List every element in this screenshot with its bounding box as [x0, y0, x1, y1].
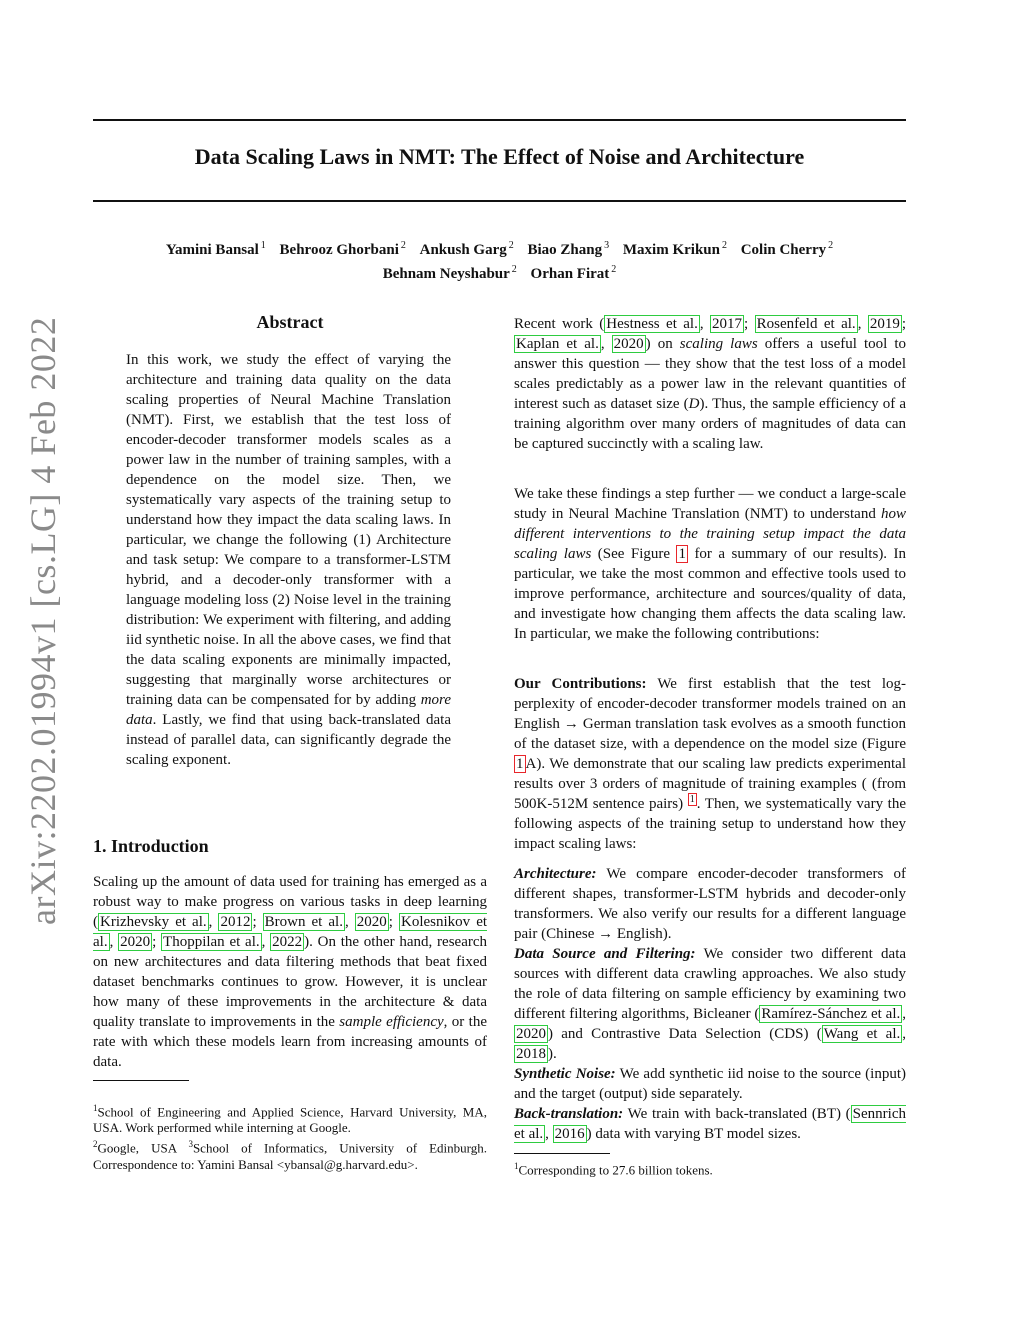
figure-reference-link[interactable]: 1: [678, 546, 686, 562]
paragraph-contributions: Our Contributions: We first establish that the test log-perplexity of encoder-decoder transformer models trained on an English → German translation task evolves as a smooth function of the dataset size, with a dependence on the model size (Figure 1 A). We demonstrate that our scaling law predicts experimental results over 3 orders of magnitude of training examples ( (from 500K-512M sentence pairs) $^1$ . Then, we systematically vary the following aspects of the training setup to understand how they impact scaling laws:: [514, 676, 907, 852]
footnote-rule: [93, 1080, 189, 1081]
citation-link[interactable]: 2022: [272, 934, 303, 950]
citation-link[interactable]: 2020: [120, 934, 151, 950]
citation-link[interactable]: 2016: [554, 1126, 585, 1142]
footnote-reference-link[interactable]: 1: [689, 794, 695, 805]
citation-link[interactable]: Wang et al.: [823, 1026, 901, 1042]
author: Biao Zhang $^3$: [527, 240, 610, 258]
citation-link[interactable]: 2012: [220, 914, 251, 930]
arxiv-identifier: arXiv:2202.01994v1 [cs.LG] 4 Feb 2022: [23, 316, 63, 925]
section-heading-introduction: 1. Introduction: [93, 836, 209, 856]
citation-link[interactable]: 2018: [516, 1046, 546, 1062]
footnote-rule: [514, 1153, 610, 1154]
paragraph-architecture: Architecture: We compare encoder-decoder transformers of different shapes, transformer-LSTM hybrids and decoder-only transformers. We also verify our results for a different language pair (Chinese → English).: [514, 866, 907, 942]
citation-link[interactable]: Kaplan et al.: [516, 336, 599, 352]
author: Yamini Bansal $^1$: [165, 240, 266, 258]
citation-link[interactable]: 2020: [356, 914, 387, 930]
citation-link[interactable]: Krizhevsky et al.: [100, 914, 207, 930]
paragraph-back-translation: Back-translation: We train with back-translated (BT) ( Sennrich et al. , 2016 ) data with varying BT model sizes.: [514, 1106, 906, 1142]
introduction-paragraph: Scaling up the amount of data used for training has emerged as a robust way to make progress on various tasks in deep learning ( Krizhevsky et al. , 2012 ; Brown et al. , 2020 ; Kolesnikov et al. , 2020 ; Thoppilan et al. , 2022 ). On the other hand, research on new architectures and data filtering methods that beat fixed dataset benchmarks continues to grow. However, it is unclear how many of these improvements in the architecture & data quality translate to improvements in the sample efficiency, or the rate with which these models learn from increasing amounts of data.: [93, 874, 488, 1070]
citation-link[interactable]: Brown et al.: [264, 914, 343, 930]
paper-title: Data Scaling Laws in NMT: The Effect of Noise and Architecture: [194, 144, 805, 169]
citation-link[interactable]: Sennrich et al.: [514, 1106, 906, 1142]
author: Behrooz Ghorbani $^2$: [279, 240, 406, 258]
author: Colin Cherry $^2$: [740, 240, 834, 258]
abstract-text: In this work, we study the effect of varying the architecture and training data quality on the data scaling properties of Neural Machine Translation (NMT). First, we establish that the test loss of encoder-decoder transformer models scales as a power law in the number of training samples, with a dependence on the model size. Then, we systematically vary aspects of the training setup to understand how they impact the data scaling laws. In particular, we change the following (1) Architecture and task setup: We compare to a transformer-LSTM hybrid, and a decoder-only transformer with a language modeling loss (2) Noise level in the training distribution: We experiment with filtering, and adding iid synthetic noise. In all the above cases, we find that the data scaling exponents are minimally impacted, suggesting that marginally worse architectures or training data can be compensated for by adding more data. Lastly, we find that using back-translated data instead of parallel data, can significantly degrade the scaling exponent.: [126, 352, 451, 768]
author-list: [93, 236, 906, 284]
citation-link[interactable]: Thoppilan et al.: [163, 934, 260, 950]
paragraph-scaling-laws: Recent work ( Hestness et al. , 2017 ; Rosenfeld et al. , 2019 ; Kaplan et al. , 2020 ) on scaling laws offers a useful tool to answer this question — they show that the test loss of a model scales predictably as a power law in the relevant quantities of interest such as dataset size (D). Thus, the sample efficiency of a training algorithm over many orders of magnitudes of data can be captured succinctly with a scaling law.: [514, 316, 907, 452]
citation-link[interactable]: Kolesnikov et al.: [93, 914, 488, 950]
paragraph-synthetic-noise: Synthetic Noise: We add synthetic iid noise to the source (input) and the target (output) side separately.: [514, 1066, 906, 1102]
title-rule-bottom: [93, 200, 906, 202]
abstract-heading: Abstract: [256, 312, 324, 332]
citation-link[interactable]: 2020: [613, 336, 644, 352]
author: Orhan Firat $^2$: [530, 264, 617, 282]
citation-link[interactable]: 2020: [516, 1026, 546, 1042]
figure-reference-link[interactable]: 1: [516, 756, 524, 772]
author: Maxim Krikun $^2$: [622, 240, 727, 258]
affiliations-footnote: $^1$School of Engineering and Applied Science, Harvard University, MA, USA. Work performed while interning at Google. $^2$Google, USA $^3$School of Informatics, University of Edinburgh. Correspondence to: Yamini Bansal <ybansal@g.harvard.edu>.: [93, 1103, 487, 1172]
citation-link[interactable]: 2017: [712, 316, 743, 332]
citation-link[interactable]: 2019: [869, 316, 900, 332]
citation-link[interactable]: Ramírez-Sánchez et al.: [761, 1006, 901, 1022]
author: Behnam Neyshabur $^2$: [382, 264, 517, 282]
author: Ankush Garg $^2$: [419, 240, 514, 258]
citation-link[interactable]: Rosenfeld et al.: [756, 316, 856, 332]
citation-link[interactable]: Hestness et al.: [606, 316, 698, 332]
paragraph-data-source-filtering: Data Source and Filtering: We consider two different data sources with different data crawling approaches. We also study the role of data filtering on sample efficiency by examining two different filtering algorithms, Bicleaner ( Ramírez-Sánchez et al. , 2020 ) and Contrastive Data Selection (CDS) ( Wang et al. , 2018 ).: [514, 946, 907, 1062]
paragraph-study-overview: We take these findings a step further — we conduct a large-scale study in Neural Machine Translation (NMT) to understand how different interventions to the training setup impact the data scaling laws (See Figure 1 for a summary of our results). In particular, we take the most common and effective tools used to improve performance, architecture and sources/quality of data, and investigate how changing them affects the data scaling law. In particular, we make the following contributions:: [514, 486, 907, 642]
title-rule-top: [93, 119, 906, 121]
token-count-footnote: $^1$Corresponding to 27.6 billion tokens.: [514, 1161, 713, 1178]
